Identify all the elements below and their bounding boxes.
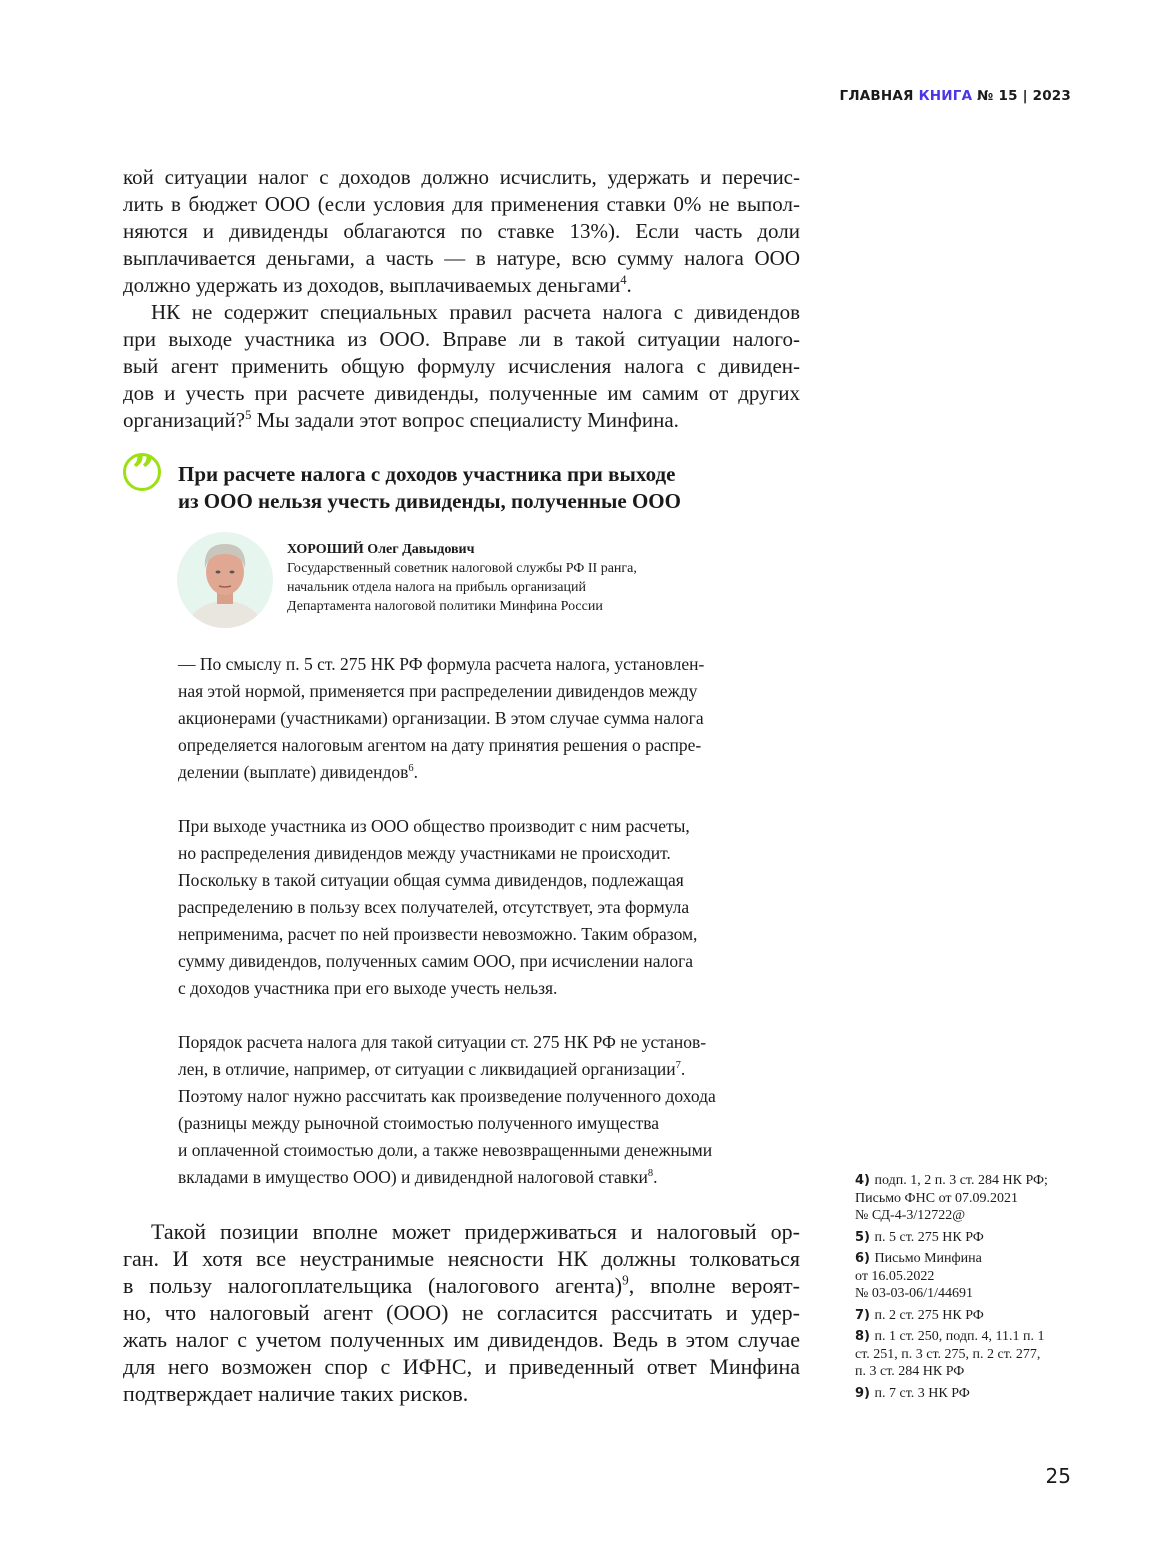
author-position-line: Департамента налоговой политики Минфина России (287, 599, 603, 614)
author-name: ХОРОШИЙ Олег Давыдович (287, 542, 475, 557)
footnote-ref: 7 (675, 1060, 681, 1072)
author-position-line: Государственный советник налоговой службы РФ II ранга, (287, 561, 637, 576)
brand-accent: КНИГА (918, 88, 973, 104)
author-photo (177, 532, 273, 628)
footnote-text: Письмо Минфина (874, 1251, 982, 1266)
footnote-number: 9) (855, 1385, 875, 1401)
footnote-ref: 9 (622, 1272, 629, 1288)
text-line: (разницы между рыночной стоимостью полученного имущества (178, 1113, 660, 1133)
footnote-text: подп. 1, 2 п. 3 ст. 284 НК РФ; (874, 1173, 1048, 1188)
footnote-ref: 6 (408, 763, 414, 775)
footnote-number: 4) (855, 1173, 875, 1188)
footnote-number: 5) (855, 1229, 875, 1245)
quote-title (178, 461, 681, 515)
text-line: жать налог с учетом полученных им дивидендов. Ведь в этом случае (123, 1327, 800, 1352)
text-line: должно удержать из доходов, выплачиваемых деньгами$^4$. (123, 273, 632, 297)
running-header (840, 88, 1071, 104)
text-line: для него возможен спор с ИФНС, и приведенный ответ Минфина (123, 1354, 800, 1379)
text-line: но, что налоговый агент (ООО) не согласится рассчитать и удер- (123, 1300, 800, 1325)
quote-paragraph (178, 813, 803, 1002)
text-line: определяется налоговым агентом на дату принятия решения о распре- (178, 735, 702, 755)
text-line: няются и дивиденды облагаются по ставке 13%). Если часть доли (123, 219, 800, 243)
footnote-text: № 03-03-06/1/44691 (855, 1286, 973, 1301)
text-line: распределению в пользу всех получателей, отсутствует, эта формула (178, 897, 690, 917)
body-text-top (123, 164, 800, 434)
quote-title-line: из ООО нельзя учесть дивиденды, полученные ООО (178, 489, 681, 513)
text-line: НК не содержит специальных правил расчета налога с дивидендов (151, 300, 800, 324)
author-position-line: начальник отдела налога на прибыль организаций (287, 580, 586, 595)
text-line: Порядок расчета налога для такой ситуации ст. 275 НК РФ не установ- (178, 1032, 707, 1052)
text-line: выплачивается деньгами, а часть — в натуре, всю сумму налога ООО (123, 246, 800, 270)
quote-title-line: При расчете налога с доходов участника при выходе (178, 462, 676, 486)
footnote-number: 6) (855, 1251, 875, 1266)
footnote-text: № СД-4-3/12722@ (855, 1208, 966, 1223)
quote-icon: ” (123, 453, 161, 491)
text-line: Поскольку в такой ситуации общая сумма дивидендов, подлежащая (178, 870, 684, 890)
footnote (855, 1385, 1070, 1403)
footnote-text: Письмо ФНС от 07.09.2021 (855, 1190, 1019, 1206)
text-line: дов и учесть при расчете дивиденды, полученные им самим от других (123, 381, 800, 405)
footnote (855, 1229, 1070, 1247)
footnote-text: от 16.05.2022 (855, 1268, 935, 1284)
page-number: 25 (1045, 1464, 1071, 1488)
footnote-ref: 5 (245, 408, 252, 422)
text-line: — По смыслу п. 5 ст. 275 НК РФ формула расчета налога, установлен- (178, 654, 705, 674)
footnote (855, 1172, 1070, 1225)
text-line: лить в бюджет ООО (если условия для применения ставки 0% не выпол- (123, 192, 800, 216)
text-line: и оплаченной стоимостью доли, а также невозвращенными денежными (178, 1140, 713, 1160)
text-line: при выходе участника из ООО. Вправе ли в такой ситуации налого- (123, 327, 800, 351)
text-line: ган. И хотя все неустранимые неясности НК должны толковаться (123, 1246, 800, 1271)
footnote-text: ст. 251, п. 3 ст. 275, п. 2 ст. 277, (855, 1346, 1041, 1362)
footnote (855, 1307, 1070, 1325)
footnote (855, 1328, 1070, 1381)
text-line: с доходов участника при его выходе учесть нельзя. (178, 978, 558, 998)
footnote-text: п. 7 ст. 3 НК РФ (874, 1385, 970, 1401)
footnote-text: п. 3 ст. 284 НК РФ (855, 1364, 965, 1379)
footnote-text: п. 2 ст. 275 НК РФ (874, 1307, 984, 1323)
footnote-ref: 8 (647, 1168, 654, 1180)
footnote-ref: 4 (620, 273, 627, 287)
text-line: лен, в отличие, например, от ситуации с ликвидацией организации$^7$. (178, 1059, 686, 1079)
text-line: Такой позиции вполне может придерживаться и налоговый ор- (151, 1219, 800, 1244)
footnote-text: п. 5 ст. 275 НК РФ (874, 1229, 984, 1245)
body-text-bottom (123, 1218, 800, 1407)
text-line: акционерами (участниками) организации. В этом случае сумма налога (178, 708, 704, 728)
text-line: ная этой нормой, применяется при распределении дивидендов между (178, 681, 698, 701)
expert-answer (178, 651, 803, 1218)
author-info (287, 540, 637, 616)
quote-paragraph (178, 651, 803, 786)
text-line: организаций?$^5$ Мы задали этот вопрос специалисту Минфина. (123, 408, 679, 432)
text-line: неприменима, расчет по ней произвести невозможно. Таким образом, (178, 924, 698, 944)
brand-main: ГЛАВНАЯ (839, 88, 914, 104)
issue-number: № 15 | 2023 (977, 88, 1071, 104)
text-line: Поэтому налог нужно рассчитать как произведение полученного дохода (178, 1086, 716, 1106)
text-line: подтверждает наличие таких рисков. (123, 1381, 469, 1406)
text-line: делении (выплате) дивидендов$^6$. (178, 762, 418, 782)
text-line: в пользу налогоплательщика (налогового агента)$^9$, вполне вероят- (123, 1272, 800, 1298)
text-line: сумму дивидендов, полученных самим ООО, при исчислении налога (178, 951, 694, 971)
text-line: вкладами в имущество ООО) и дивидендной налоговой ставки$^8$. (178, 1167, 658, 1187)
text-line: При выходе участника из ООО общество производит с ним расчеты, (178, 816, 690, 836)
footnotes (855, 1172, 1070, 1406)
footnote-number: 8) (855, 1329, 875, 1344)
text-line: вый агент применить общую формулу исчисления налога с дивиден- (123, 354, 800, 378)
text-line: кой ситуации налог с доходов должно исчислить, удержать и перечис- (123, 165, 800, 189)
footnote-number: 7) (855, 1307, 875, 1323)
quote-paragraph (178, 1029, 803, 1191)
footnote-text: п. 1 ст. 250, подп. 4, 11.1 п. 1 (874, 1329, 1045, 1344)
footnote (855, 1250, 1070, 1303)
text-line: но распределения дивидендов между участниками не происходит. (178, 843, 671, 863)
